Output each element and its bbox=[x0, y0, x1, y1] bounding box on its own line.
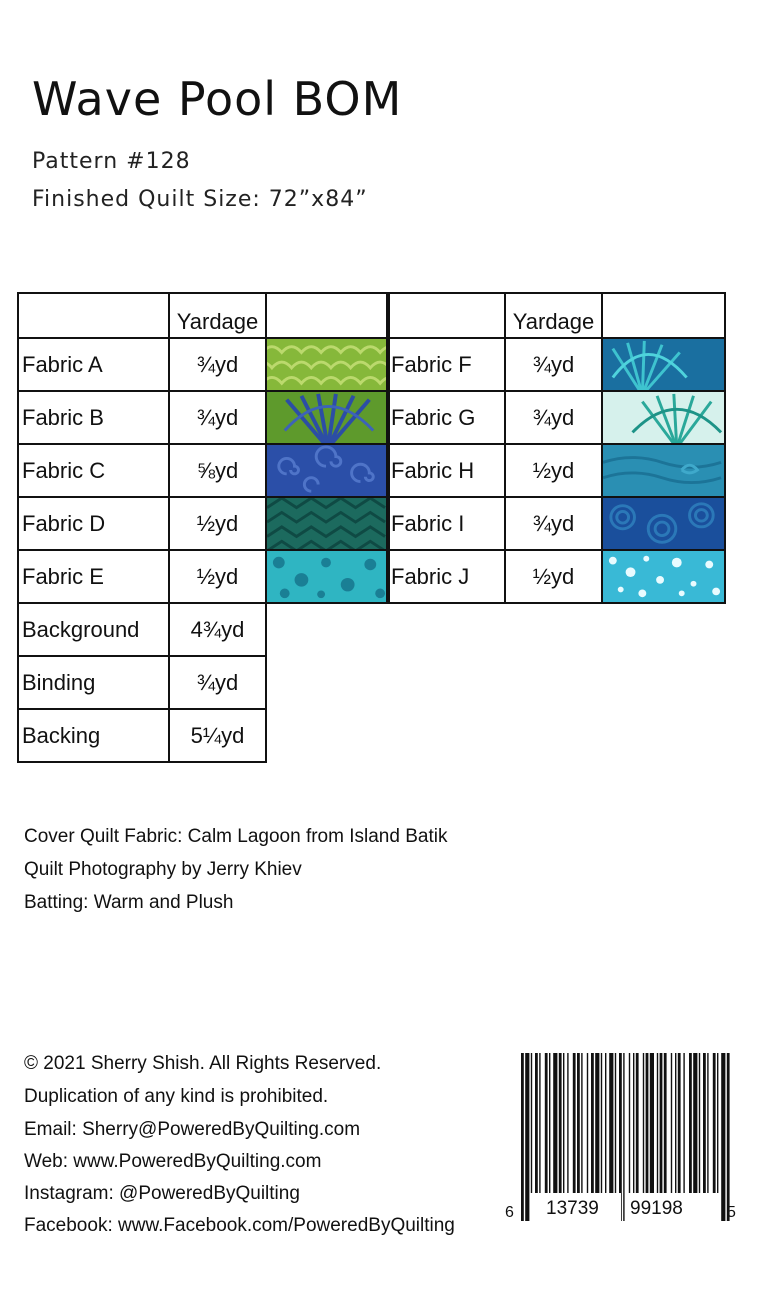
table-row bbox=[18, 391, 389, 444]
barcode-bar bbox=[563, 1053, 564, 1193]
fabric-yardage: ⅝yd bbox=[169, 444, 266, 497]
barcode-bar bbox=[643, 1053, 644, 1193]
barcode-bar bbox=[657, 1053, 658, 1193]
fabric-name: Fabric D bbox=[18, 497, 169, 550]
table-row bbox=[18, 444, 389, 497]
fabric-name: Fabric C bbox=[18, 444, 169, 497]
barcode-bar bbox=[545, 1053, 548, 1193]
barcode bbox=[505, 1053, 741, 1221]
barcode-bar bbox=[683, 1053, 684, 1193]
barcode-bar bbox=[605, 1053, 606, 1193]
table-row bbox=[387, 444, 725, 497]
barcode-bar bbox=[615, 1053, 616, 1193]
fabric-name: Fabric A bbox=[18, 338, 169, 391]
copyright: © 2021 Sherry Shish. All Rights Reserved. bbox=[24, 1053, 382, 1074]
fabric-i-swatch bbox=[602, 497, 725, 550]
swatch-header-blank bbox=[266, 293, 389, 338]
header-blank bbox=[18, 293, 169, 338]
barcode-bar bbox=[525, 1053, 529, 1221]
fabric-yardage: 4¾yd bbox=[169, 603, 266, 656]
barcode-bar bbox=[609, 1053, 613, 1193]
fabric-name: Fabric F bbox=[387, 338, 505, 391]
barcode-bar bbox=[591, 1053, 594, 1193]
pattern-number: Pattern #128 bbox=[32, 149, 191, 174]
fabric-table-left bbox=[17, 292, 390, 763]
credit-line: Cover Quilt Fabric: Calm Lagoon from Island Batik bbox=[24, 826, 448, 847]
fabric-h-swatch bbox=[602, 444, 725, 497]
page-title: Wave Pool BOM bbox=[32, 72, 403, 126]
fabric-e-swatch bbox=[266, 550, 389, 603]
table-row bbox=[387, 550, 725, 603]
barcode-bar bbox=[595, 1053, 599, 1193]
barcode-bar bbox=[650, 1053, 654, 1193]
duplication-notice: Duplication of any kind is prohibited. bbox=[24, 1086, 329, 1107]
fabric-name: Binding bbox=[18, 656, 169, 709]
barcode-bar bbox=[549, 1053, 550, 1193]
table-row bbox=[18, 550, 389, 603]
barcode-bar bbox=[573, 1053, 576, 1193]
fabric-d-swatch bbox=[266, 497, 389, 550]
barcode-bar bbox=[678, 1053, 681, 1193]
credit-line: Batting: Warm and Plush bbox=[24, 892, 234, 913]
barcode-bar bbox=[703, 1053, 706, 1193]
barcode-bar bbox=[664, 1053, 667, 1193]
yardage-header: Yardage bbox=[169, 293, 266, 338]
barcode-digit-left: 6 bbox=[505, 1204, 514, 1221]
table-row bbox=[18, 497, 389, 550]
barcode-bar bbox=[713, 1053, 716, 1193]
barcode-bar bbox=[553, 1053, 557, 1193]
barcode-bar bbox=[633, 1053, 634, 1193]
fabric-name: Fabric I bbox=[387, 497, 505, 550]
barcode-group-2: 99198 bbox=[630, 1198, 683, 1219]
barcode-bar bbox=[675, 1053, 676, 1193]
barcode-bar bbox=[601, 1053, 602, 1193]
fabric-name: Backing bbox=[18, 709, 169, 762]
fabric-yardage: ¾yd bbox=[505, 391, 602, 444]
fabric-g-swatch bbox=[602, 391, 725, 444]
table-row bbox=[18, 603, 389, 656]
barcode-bar bbox=[699, 1053, 700, 1193]
fabric-yardage: ½yd bbox=[169, 550, 266, 603]
fabric-name: Fabric J bbox=[387, 550, 505, 603]
fabric-yardage: ¾yd bbox=[505, 497, 602, 550]
barcode-bar bbox=[587, 1053, 588, 1193]
fabric-name: Fabric G bbox=[387, 391, 505, 444]
fabric-name: Fabric B bbox=[18, 391, 169, 444]
table-row bbox=[387, 391, 725, 444]
table-row bbox=[18, 656, 389, 709]
fabric-yardage: ½yd bbox=[169, 497, 266, 550]
fabric-yardage: ¾yd bbox=[505, 338, 602, 391]
barcode-bar bbox=[623, 1053, 624, 1221]
barcode-bar bbox=[671, 1053, 672, 1193]
barcode-bar bbox=[535, 1053, 538, 1193]
table-row bbox=[18, 709, 389, 762]
web-line: Web: www.PoweredByQuilting.com bbox=[24, 1151, 322, 1172]
barcode-bar bbox=[577, 1053, 580, 1193]
table-row bbox=[18, 338, 389, 391]
swatch-header-blank bbox=[602, 293, 725, 338]
fabric-name: Fabric H bbox=[387, 444, 505, 497]
credit-line: Quilt Photography by Jerry Khiev bbox=[24, 859, 302, 880]
barcode-bar bbox=[717, 1053, 718, 1193]
fabric-yardage: ¾yd bbox=[169, 338, 266, 391]
barcode-bar bbox=[689, 1053, 692, 1193]
fabric-j-swatch bbox=[602, 550, 725, 603]
barcode-bar bbox=[581, 1053, 582, 1193]
barcode-bar bbox=[693, 1053, 697, 1193]
barcode-bar bbox=[567, 1053, 568, 1193]
instagram-line: Instagram: @PoweredByQuilting bbox=[24, 1183, 300, 1204]
barcode-bar bbox=[721, 1053, 725, 1221]
fabric-yardage: ¾yd bbox=[169, 391, 266, 444]
facebook-line: Facebook: www.Facebook.com/PoweredByQuilting bbox=[24, 1215, 455, 1236]
yardage-header: Yardage bbox=[505, 293, 602, 338]
fabric-yardage: ½yd bbox=[505, 550, 602, 603]
barcode-bar bbox=[646, 1053, 649, 1193]
barcode-bar bbox=[539, 1053, 540, 1193]
barcode-bar bbox=[559, 1053, 562, 1193]
finished-size: Finished Quilt Size: 72”x84” bbox=[32, 187, 368, 212]
fabric-table-right bbox=[386, 292, 726, 604]
fabric-b-swatch bbox=[266, 391, 389, 444]
table-row bbox=[387, 338, 725, 391]
email-line: Email: Sherry@PoweredByQuilting.com bbox=[24, 1119, 361, 1140]
barcode-bar bbox=[707, 1053, 708, 1193]
fabric-name: Background bbox=[18, 603, 169, 656]
fabric-yardage: ¾yd bbox=[169, 656, 266, 709]
header-blank bbox=[387, 293, 505, 338]
fabric-yardage: ½yd bbox=[505, 444, 602, 497]
table-row bbox=[387, 497, 725, 550]
fabric-a-swatch bbox=[266, 338, 389, 391]
barcode-bar bbox=[521, 1053, 524, 1221]
barcode-digit-right: 5 bbox=[727, 1204, 736, 1221]
barcode-bar bbox=[727, 1053, 730, 1221]
fabric-c-swatch bbox=[266, 444, 389, 497]
fabric-name: Fabric E bbox=[18, 550, 169, 603]
barcode-bar bbox=[636, 1053, 639, 1193]
fabric-yardage: 5¼yd bbox=[169, 709, 266, 762]
barcode-bar bbox=[629, 1053, 630, 1193]
barcode-bar bbox=[660, 1053, 663, 1193]
barcode-group-1: 13739 bbox=[546, 1198, 599, 1219]
barcode-bar bbox=[531, 1053, 532, 1193]
fabric-f-swatch bbox=[602, 338, 725, 391]
